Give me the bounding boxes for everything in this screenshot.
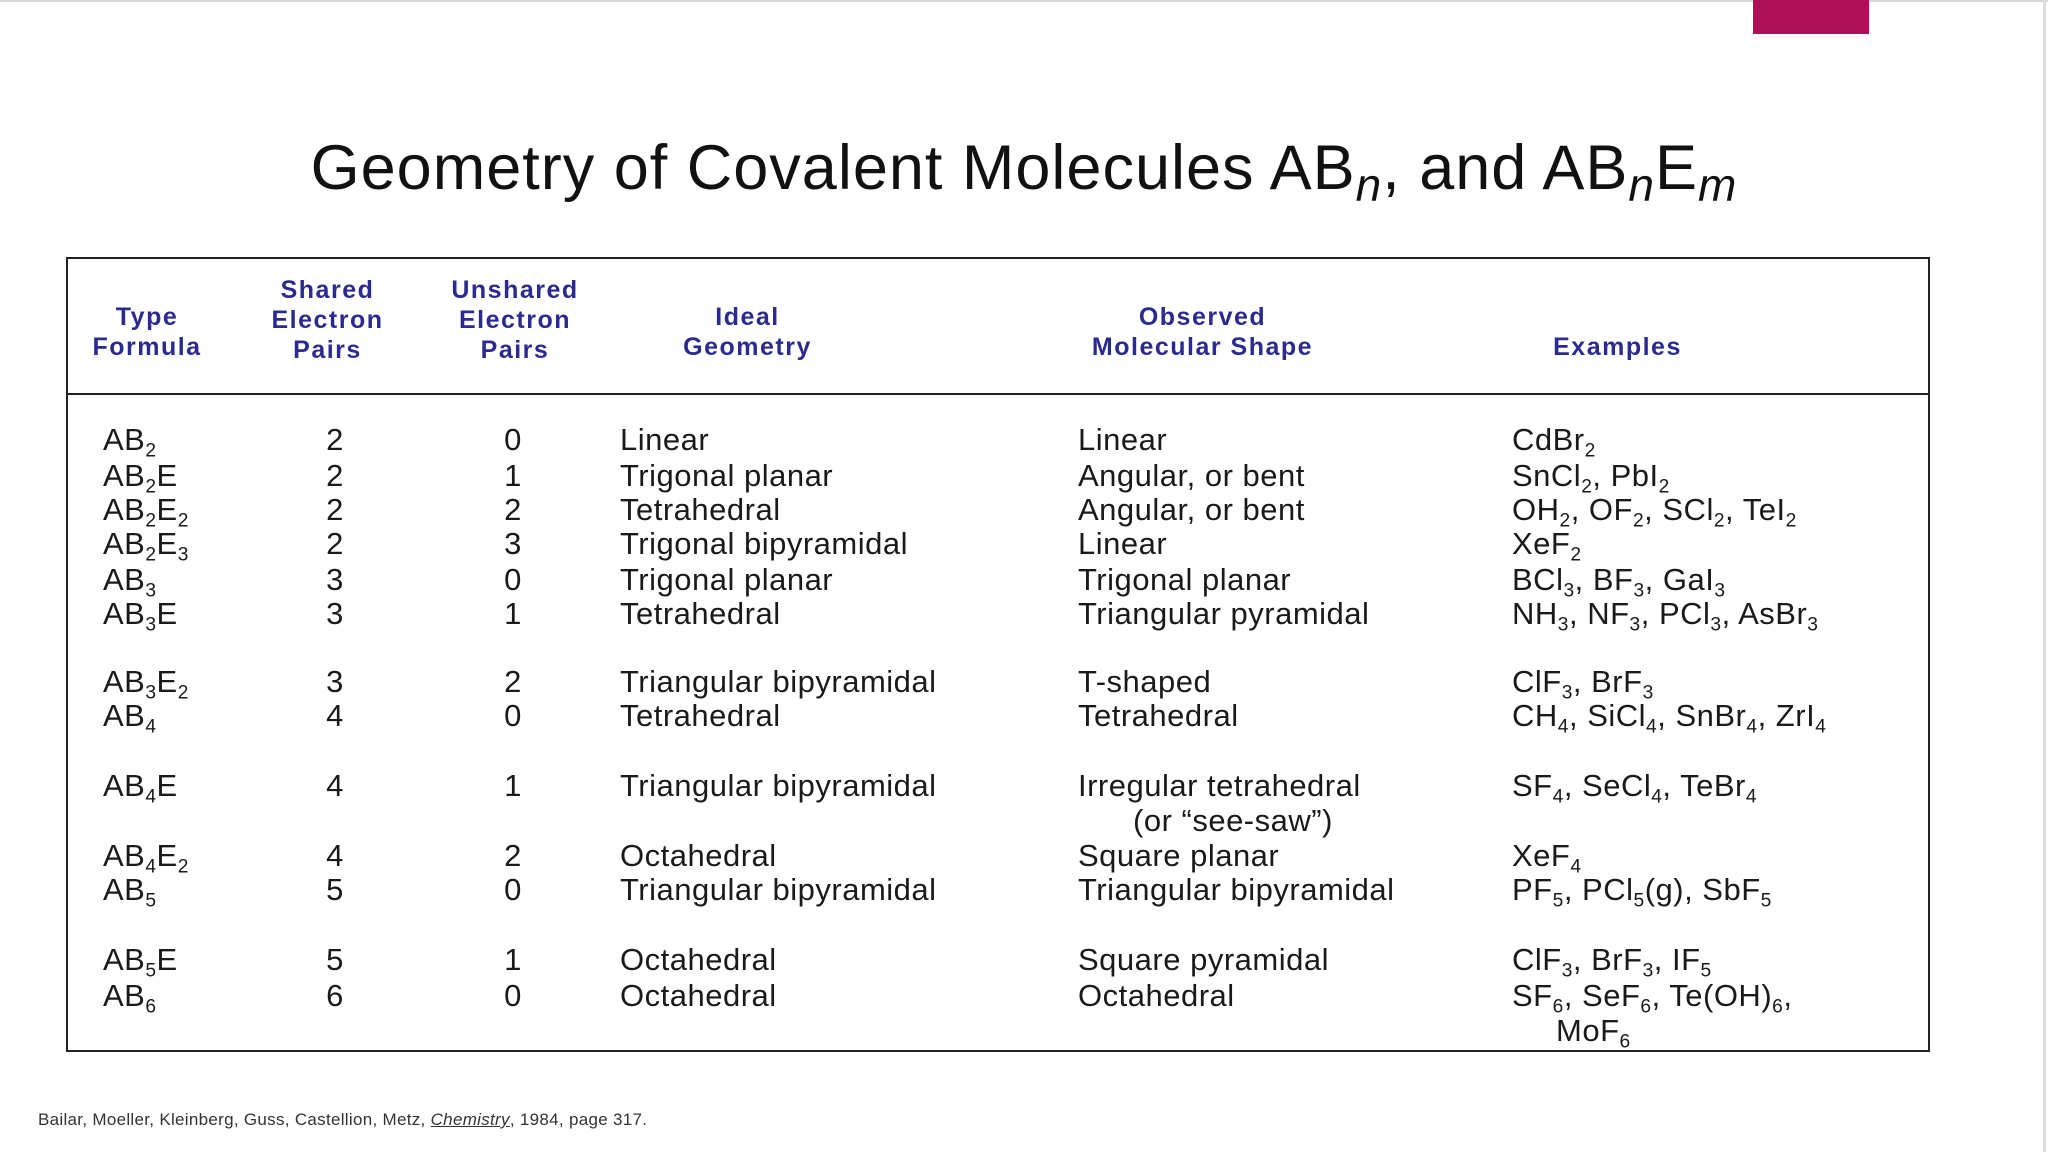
title-e: E — [1655, 133, 1699, 203]
top-rule — [0, 0, 2048, 2]
row-formula: $AB_2$ — [103, 422, 157, 462]
row-observed-shape: Linear — [1078, 526, 1168, 561]
row-unshared-pairs: 0 — [504, 872, 522, 907]
row-formula: $AB_5$ — [103, 872, 157, 912]
row-observed-shape: Angular, or bent — [1078, 492, 1305, 527]
row-formula: $AB_3E$ — [103, 596, 178, 636]
row-ideal-geometry: Trigonal bipyramidal — [620, 526, 908, 561]
row-unshared-pairs: 0 — [504, 698, 522, 733]
row-ideal-geometry: Tetrahedral — [620, 492, 781, 527]
row-ideal-geometry: Linear — [620, 422, 710, 457]
row-observed-shape: Trigonal planar — [1078, 562, 1292, 597]
row-shared-pairs: 2 — [326, 422, 344, 457]
row-formula: $AB_4$ — [103, 698, 157, 738]
header-type-formula: Type Formula — [92, 303, 202, 361]
row-shared-pairs: 3 — [326, 596, 344, 631]
row-ideal-geometry: Tetrahedral — [620, 596, 781, 631]
row-shared-pairs: 2 — [326, 458, 344, 493]
row-observed-shape: Angular, or bent — [1078, 458, 1305, 493]
row-shared-pairs: 2 — [326, 492, 344, 527]
row-unshared-pairs: 2 — [504, 838, 522, 873]
row-formula: $AB_2E_2$ — [103, 492, 189, 532]
header-ideal-geometry: Ideal Geometry — [683, 303, 812, 361]
row-observed-shape: Triangular bipyramidal — [1078, 872, 1395, 907]
row-unshared-pairs: 1 — [504, 458, 522, 493]
row-examples-cont: MoF$_6$ — [1556, 1013, 1631, 1053]
row-examples: BCl$_3$, $BF_3$, GaI$_3$ — [1512, 562, 1726, 602]
title-sub-m: m — [1698, 159, 1738, 211]
row-shared-pairs: 4 — [326, 768, 344, 803]
row-formula: $AB_3$ — [103, 562, 157, 602]
row-formula: $AB_2E_3$ — [103, 526, 189, 566]
row-shared-pairs: 4 — [326, 838, 344, 873]
row-observed-shape: T-shaped — [1078, 664, 1212, 699]
row-examples: XeF$_4$ — [1512, 838, 1582, 878]
row-shared-pairs: 5 — [326, 872, 344, 907]
header-observed-shape: Observed Molecular Shape — [1091, 303, 1314, 361]
row-examples: $SF_6$, SeF$_6$, $Te(OH)_6$, — [1512, 978, 1793, 1018]
row-shared-pairs: 5 — [326, 942, 344, 977]
row-examples: SnCl$_2$, PbI$_2$ — [1512, 458, 1670, 498]
row-ideal-geometry: Trigonal planar — [620, 458, 834, 493]
title-main: Geometry of Covalent Molecules AB — [310, 133, 1356, 203]
row-examples: $PF_5$, PCl$_5$(g), SbF$_5$ — [1512, 872, 1772, 912]
row-unshared-pairs: 1 — [504, 942, 522, 977]
row-observed-shape: Irregular tetrahedral — [1078, 768, 1361, 803]
row-examples: $CH_4$, SiCl$_4$, SnBr$_4$, ZrI$_4$ — [1512, 698, 1827, 738]
row-formula: $AB_2E$ — [103, 458, 178, 498]
row-shared-pairs: 2 — [326, 526, 344, 561]
citation-book: Chemistry — [430, 1110, 510, 1129]
row-ideal-geometry: Octahedral — [620, 978, 777, 1013]
page-title — [0, 132, 2048, 212]
header-separator — [66, 393, 1930, 395]
header-examples: Examples — [1553, 333, 1682, 361]
row-unshared-pairs: 2 — [504, 492, 522, 527]
citation-rest: , 1984, page 317. — [509, 1110, 648, 1129]
row-examples: XeF$_2$ — [1512, 526, 1582, 566]
title-sub-n: n — [1355, 159, 1383, 211]
row-shared-pairs: 3 — [326, 664, 344, 699]
row-examples: $SF_4$, SeCl$_4$, TeBr$_4$ — [1512, 768, 1758, 808]
row-ideal-geometry: Triangular bipyramidal — [620, 768, 937, 803]
header-unshared-pairs: Unshared Electron Pairs — [451, 276, 579, 364]
row-unshared-pairs: 1 — [504, 596, 522, 631]
row-ideal-geometry: Octahedral — [620, 838, 777, 873]
row-observed-shape-cont: (or “see-saw”) — [1133, 803, 1333, 838]
row-formula: $AB_3E_2$ — [103, 664, 189, 704]
row-unshared-pairs: 2 — [504, 664, 522, 699]
accent-corner-tab — [1753, 0, 1869, 34]
row-examples: $NH_3$, $NF_3$, PCl$_3$, AsBr$_3$ — [1512, 596, 1819, 636]
title-sub-n-2: n — [1628, 159, 1655, 211]
geometry-table — [66, 257, 1930, 1052]
row-ideal-geometry: Triangular bipyramidal — [620, 872, 937, 907]
header-shared-pairs: Shared Electron Pairs — [271, 276, 384, 364]
row-ideal-geometry: Octahedral — [620, 942, 777, 977]
title-mid: , and AB — [1382, 133, 1629, 203]
row-observed-shape: Octahedral — [1078, 978, 1235, 1013]
row-unshared-pairs: 0 — [504, 562, 522, 597]
row-unshared-pairs: 3 — [504, 526, 522, 561]
row-examples: ClF$_3$, BrF$_3$, $IF_5$ — [1512, 942, 1712, 982]
row-unshared-pairs: 1 — [504, 768, 522, 803]
row-observed-shape: Square planar — [1078, 838, 1280, 873]
row-ideal-geometry: Tetrahedral — [620, 698, 781, 733]
row-shared-pairs: 3 — [326, 562, 344, 597]
row-shared-pairs: 4 — [326, 698, 344, 733]
row-ideal-geometry: Trigonal planar — [620, 562, 834, 597]
row-formula: $AB_4E$ — [103, 768, 178, 808]
row-ideal-geometry: Triangular bipyramidal — [620, 664, 937, 699]
row-shared-pairs: 6 — [326, 978, 344, 1013]
row-examples: CdBr$_2$ — [1512, 422, 1596, 462]
row-observed-shape: Square pyramidal — [1078, 942, 1329, 977]
row-unshared-pairs: 0 — [504, 422, 522, 457]
row-formula: $AB_5E$ — [103, 942, 178, 982]
row-formula: $AB_6$ — [103, 978, 157, 1018]
citation-authors: Bailar, Moeller, Kleinberg, Guss, Castellion, Metz, — [38, 1110, 431, 1129]
row-observed-shape: Tetrahedral — [1078, 698, 1239, 733]
row-formula: $AB_4E_2$ — [103, 838, 189, 878]
row-observed-shape: Triangular pyramidal — [1078, 596, 1370, 631]
row-unshared-pairs: 0 — [504, 978, 522, 1013]
citation — [38, 1110, 647, 1130]
row-examples: $OH_2$, $OF_2$, SCl$_2$, TeI$_2$ — [1512, 492, 1797, 532]
row-examples: ClF$_3$, BrF$_3$ — [1512, 664, 1654, 704]
row-observed-shape: Linear — [1078, 422, 1168, 457]
